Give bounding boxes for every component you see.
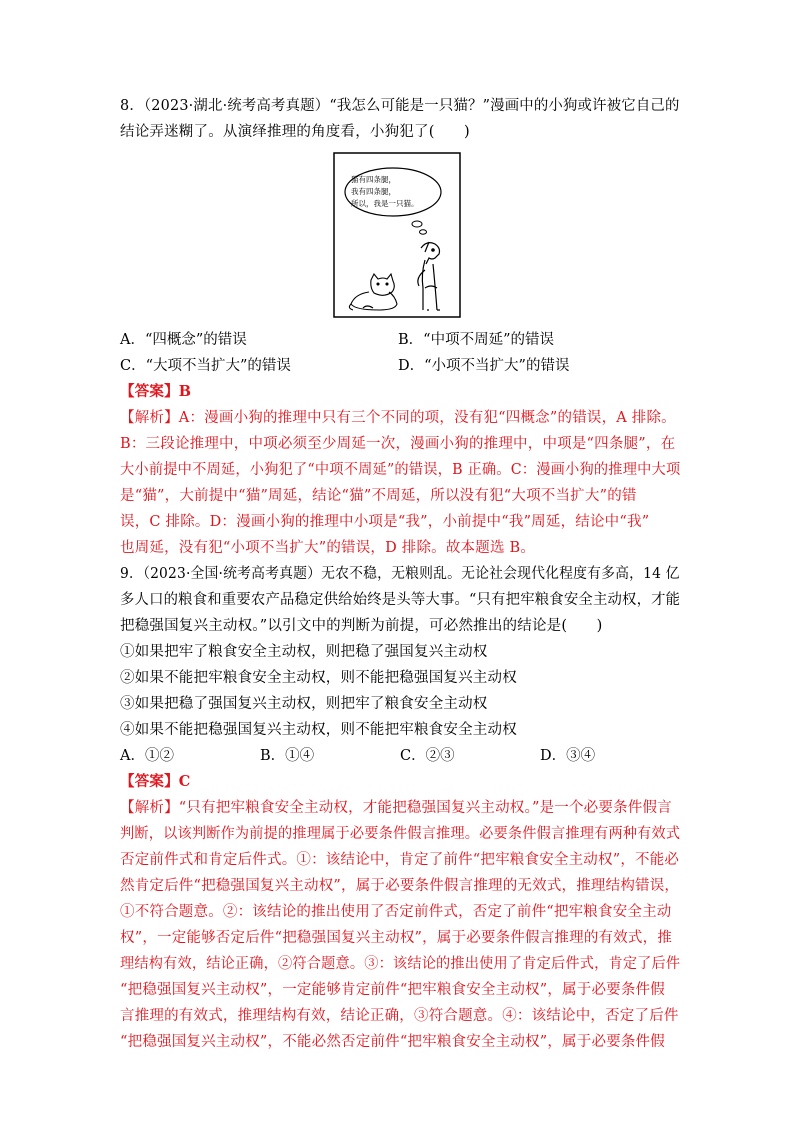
q8-analysis-line-1: 【解析】A：漫画小狗的推理中只有三个不同的项，没有犯“四概念”的错误，A 排除。	[120, 410, 676, 426]
q8-option-b: B．“中项不周延”的错误	[398, 332, 554, 348]
bubble-line-1: 猫有四条腿，	[351, 175, 396, 184]
q9-option-b: B．①④	[260, 748, 315, 764]
q8-stem-line-2: 结论弄迷糊了。从演绎推理的角度看，小狗犯了( )	[120, 124, 470, 140]
q8-analysis-line-6: 也周延，没有犯“小项不当扩大”的错误，D 排除。故本题选 B。	[120, 540, 536, 556]
q8-option-d: D．“小项不当扩大”的错误	[398, 358, 570, 374]
q8-analysis-line-4: 是“猫”，大前提中“猫”周延，结论“猫”不周延，所以没有犯“大项不当扩大”的错	[120, 488, 637, 504]
dog-cat-cartoon	[333, 152, 461, 318]
q9-statement-2: ②如果不能把牢粮食安全主动权，则不能把稳强国复兴主动权	[120, 670, 517, 686]
q8-answer: 【答案】B	[120, 383, 192, 400]
q9-analysis-line-3: 否定前件式和肯定后件式。①：该结论中，肯定了前件“把牢粮食安全主动权”，不能必	[120, 852, 680, 868]
q9-analysis-line-4: 然肯定后件“把稳强国复兴主动权”，属于必要条件假言推理的无效式，推理结构错误，	[120, 878, 680, 894]
q9-analysis-line-9: 言推理的有效式，推理结构有效，结论正确，③符合题意。④：该结论中，否定了后件	[120, 1008, 679, 1024]
bubble-line-2: 我有四条腿，	[351, 187, 396, 196]
q8-stem-line-1: 8．（2023·湖北·统考高考真题）“我怎么可能是一只猫？”漫画中的小狗或许被它自己的	[120, 98, 680, 114]
q9-statement-1: ①如果把牢了粮食安全主动权，则把稳了强国复兴主动权	[120, 644, 488, 660]
q9-analysis-line-6: 权”，一定能够否定后件“把稳强国复兴主动权”，属于必要条件假言推理的有效式，推	[120, 930, 673, 946]
q9-statement-3: ③如果把稳了强国复兴主动权，则把牢了粮食安全主动权	[120, 696, 488, 712]
q9-analysis-line-8: “把稳强国复兴主动权”，一定能够肯定前件“把牢粮食安全主动权”，属于必要条件假	[120, 982, 665, 998]
q9-analysis-line-1: 【解析】“只有把牢粮食安全主动权，才能把稳强国复兴主动权。”是一个必要条件假言	[120, 800, 672, 816]
q9-stem-line-3: 把稳强国复兴主动权。”以引文中的判断为前提，可必然推出的结论是( )	[120, 618, 603, 634]
q8-analysis-line-3: 大小前提中不周延，小狗犯了“中项不周延”的错误，B 正确。C：漫画小狗的推理中大项	[120, 462, 681, 478]
q9-answer: 【答案】C	[120, 773, 191, 790]
q9-statement-4: ④如果不能把稳强国复兴主动权，则不能把牢粮食安全主动权	[120, 722, 517, 738]
q9-analysis-line-2: 判断，以该判断作为前提的推理属于必要条件假言推理。必要条件假言推理有两种有效式	[120, 826, 681, 842]
q9-option-c: C．②③	[400, 748, 455, 764]
q9-analysis-line-10: “把稳强国复兴主动权”，不能必然否定前件“把牢粮食安全主动权”，属于必要条件假	[120, 1034, 665, 1050]
q8-option-c: C．“大项不当扩大”的错误	[120, 358, 291, 374]
q8-option-a: A．“四概念”的错误	[120, 332, 247, 348]
q9-stem-line-1: 9．（2023·全国·统考高考真题）无农不稳，无粮则乱。无论社会现代化程度有多高，14 亿	[120, 566, 680, 582]
q9-option-a: A．①②	[120, 748, 174, 764]
q8-analysis-line-2: B：三段论推理中，中项必须至少周延一次，漫画小狗的推理中，中项是“四条腿”，在	[120, 436, 676, 452]
q8-analysis-line-5: 误，C 排除。D：漫画小狗的推理中小项是“我”，小前提中“我”周延，结论中“我”	[120, 514, 650, 530]
q9-analysis-line-5: ①不符合题意。②：该结论的推出使用了否定前件式，否定了前件“把牢粮食安全主动	[120, 904, 672, 920]
q9-option-d: D．③④	[540, 748, 596, 764]
q9-analysis-line-7: 理结构有效，结论正确，②符合题意。③：该结论的推出使用了肯定后件式，肯定了后件	[120, 956, 681, 972]
bubble-line-3: 所以，我是一只猫。	[351, 199, 419, 208]
q9-stem-line-2: 多人口的粮食和重要农产品稳定供给始终是头等大事。“只有把牢粮食安全主动权，才能	[120, 592, 681, 608]
